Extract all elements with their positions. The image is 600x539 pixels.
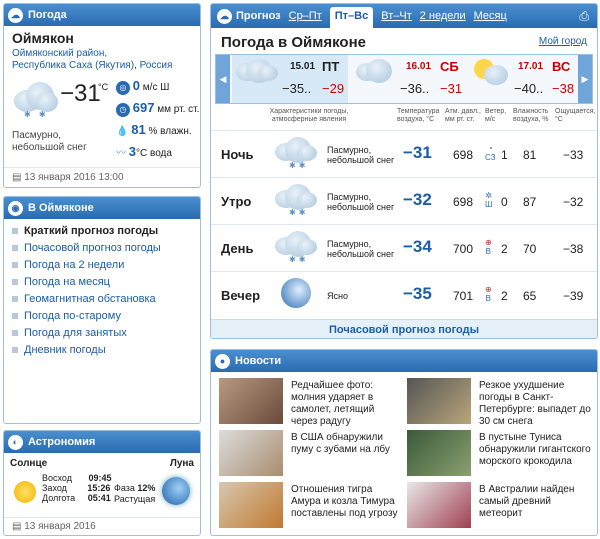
day-strip (215, 54, 593, 104)
menu-item[interactable]: Погода на 2 недели (10, 257, 200, 274)
menu-item[interactable]: Погода на месяц (10, 274, 200, 291)
calendar-icon: ▤ (12, 521, 22, 532)
day-name: СБ (440, 59, 459, 74)
temperature: −35 (403, 284, 432, 303)
humidity-icon: 💧 (116, 126, 129, 137)
part-of-day: Вечер (221, 288, 261, 303)
header-feels: Ощущается, °C (555, 108, 596, 123)
weather-icon: ☁ (8, 8, 23, 23)
daylength-label: Долгота (42, 493, 76, 503)
city-menu-panel (3, 196, 201, 424)
news-item[interactable] (407, 378, 593, 427)
prev-arrow-icon[interactable]: ◀ (216, 55, 230, 103)
news-headline[interactable]: В Австралии найден самый древний метеорит (479, 484, 575, 519)
pressure-value: 697 (132, 100, 155, 115)
news-item[interactable] (219, 430, 405, 476)
temperature: −32 (403, 190, 432, 209)
feels-like: −33 (563, 148, 584, 162)
table-row (211, 130, 597, 177)
wind-dir-icon: ◔ СЗ (485, 144, 496, 162)
temp-unit: °C (98, 82, 109, 92)
part-of-day: День (221, 241, 254, 256)
day-name: ВС (552, 59, 571, 74)
country-link[interactable]: Россия (139, 60, 173, 71)
menu-list (4, 223, 200, 359)
cloud-snow-icon: ✱✱ (275, 135, 319, 173)
wind-dir: Ш (485, 200, 493, 209)
day-temp-max: −38 (552, 81, 575, 96)
current-weather-panel (3, 3, 201, 188)
part-of-day: Ночь (221, 147, 254, 162)
page-title: Погода в Оймяконе (221, 34, 366, 51)
day-date: 17.01 (518, 61, 544, 72)
menu-item[interactable]: Погода для занятых (10, 325, 200, 342)
feels-like: −39 (563, 289, 584, 303)
header-wind: Ветер, м/с (485, 108, 507, 123)
water-icon: 〰 (116, 148, 126, 159)
crocodile-thumb (407, 430, 471, 476)
menu-item[interactable]: Почасовой прогноз погоды (10, 240, 200, 257)
pressure: 698 (453, 148, 474, 162)
day-date: 16.01 (406, 61, 432, 72)
wind-speed: 0 (501, 195, 508, 209)
print-icon[interactable]: ⎙ (579, 8, 589, 23)
panel-title: В Оймяконе (28, 202, 94, 214)
water-value: 3 (128, 144, 137, 159)
tiger-thumb (219, 482, 283, 528)
forecast-tabs (211, 4, 597, 28)
lightning-thumb (219, 378, 283, 424)
panel-header (4, 197, 200, 219)
cloud-snow-icon: ✱✱ (275, 229, 319, 267)
condition-text: Пасмурно, небольшой снег (12, 130, 87, 153)
condition: Ясно (327, 291, 348, 301)
cloud-snow-icon: ✱ ✱ (12, 80, 60, 120)
news-item[interactable] (407, 482, 593, 528)
news-panel (210, 349, 598, 536)
hourly-link-bar[interactable] (211, 319, 597, 339)
water-unit: °C вода (136, 148, 172, 159)
moon-growth: Растущая (114, 494, 156, 504)
column-headers (211, 108, 597, 130)
tab-tue-thu[interactable]: Вт–Чт (381, 10, 412, 22)
sunset-time: 15:26 (87, 483, 111, 493)
pressure: 701 (453, 289, 474, 303)
panel-header (4, 4, 200, 26)
wind-speed: 2 (501, 242, 508, 256)
panel-header (4, 431, 200, 453)
puma-thumb (219, 430, 283, 476)
news-item[interactable] (407, 430, 593, 476)
forecast-icon: ☁ (217, 9, 232, 24)
day-card[interactable] (352, 55, 468, 103)
sunrise-time: 09:45 (88, 473, 112, 483)
table-row (211, 271, 597, 318)
menu-item[interactable]: Погода по-старому (10, 308, 200, 325)
wind-dir-icon: ⊕ В (485, 285, 492, 303)
day-temp-min: −36.. (400, 81, 430, 96)
tab-fri-sun[interactable]: Пт–Вс (330, 7, 373, 28)
day-card[interactable] (472, 55, 578, 103)
header-temp: Температура воздуха, °C (397, 108, 440, 123)
moon-icon (281, 278, 311, 308)
planet-icon: ◐ (8, 435, 23, 450)
part-of-day: Утро (221, 194, 252, 209)
wind-dir-icon: ⊕ В (485, 238, 492, 256)
news-headline[interactable]: Редчайшее фото: молния ударяет в самолет, летящий через радугу (291, 380, 375, 427)
my-city-link[interactable]: Мой город (538, 36, 587, 47)
temperature: −34 (403, 237, 432, 256)
tab-wed-fri[interactable]: Ср–Пт (288, 10, 322, 22)
moon-icon (162, 477, 190, 505)
humidity: 81 (523, 148, 537, 162)
wind-dir: СЗ (485, 153, 496, 162)
humidity: 65 (523, 289, 537, 303)
news-headline[interactable]: В пустыне Туниса обнаружили гигантского морского крокодила (479, 432, 591, 467)
header-pressure: Атм. давл., мм рт. ст. (445, 108, 481, 123)
updated-text: 13 января 2016 13:00 (24, 172, 124, 183)
header-humidity: Влажность воздуха, % (513, 108, 549, 123)
calendar-icon: ▤ (12, 172, 22, 183)
news-item[interactable] (219, 482, 405, 528)
tab-month[interactable]: Месяц (473, 10, 507, 22)
table-row (211, 177, 597, 224)
wind-unit: м/с (142, 82, 158, 93)
news-item[interactable] (219, 378, 405, 427)
wind-dir: Ш (160, 82, 170, 93)
table-row (211, 224, 597, 271)
separator: , (134, 60, 137, 71)
day-date: 15.01 (290, 61, 316, 72)
panel-header (211, 350, 597, 372)
wind-dir: В (485, 247, 492, 256)
forecast-panel (210, 3, 598, 339)
news-headline[interactable]: В США обнаружили пуму с зубами на лбу (291, 432, 390, 455)
pressure-icon: ◷ (116, 103, 130, 117)
wind-value: 0 (132, 78, 141, 93)
condition: Пасмурно, небольшой снег (327, 239, 395, 259)
day-name: ПТ (322, 59, 340, 74)
wind-icon: ◎ (116, 81, 130, 95)
day-temp-max: −29 (322, 81, 345, 96)
wind-speed: 1 (501, 148, 508, 162)
menu-item[interactable]: Дневник погоды (10, 342, 200, 359)
menu-item[interactable]: Геомагнитная обстановка (10, 291, 200, 308)
hourly-link[interactable]: Почасовой прогноз погоды (328, 324, 479, 336)
pressure: 698 (453, 195, 474, 209)
daylength-time: 05:41 (87, 493, 111, 503)
temperature: −31 (403, 143, 432, 162)
panel-title: Новости (235, 355, 282, 367)
humidity: 70 (523, 242, 537, 256)
feels-like: −38 (563, 242, 584, 256)
day-temp-max: −31 (440, 81, 463, 96)
sunset-label: Заход (42, 483, 67, 493)
location-icon: ◉ (8, 201, 23, 216)
day-card-active[interactable] (232, 55, 348, 103)
moon-label: Луна (169, 458, 194, 469)
sun-icon (14, 481, 36, 503)
astro-footer (4, 517, 201, 535)
region-link[interactable]: Оймяконский район, (12, 48, 108, 59)
panel-title: Астрономия (28, 436, 96, 448)
next-arrow-icon[interactable]: ▶ (578, 55, 592, 103)
meteorite-thumb (407, 482, 471, 528)
feels-like: −32 (563, 195, 584, 209)
news-icon: ● (215, 354, 230, 369)
astronomy-panel (3, 430, 201, 536)
sunrise-label: Восход (42, 473, 72, 483)
wind-speed: 2 (501, 289, 508, 303)
republic-link[interactable]: Республика Саха (Якутия) (12, 60, 135, 71)
news-headline[interactable]: Отношения тигра Амура и козла Тимура поставлены под угрозу (291, 484, 398, 519)
pressure: 700 (453, 242, 474, 256)
forecast-title: Прогноз (236, 10, 281, 22)
wind-dir: В (485, 294, 492, 303)
news-headline[interactable]: Резкое ухудшение погоды в Санкт-Петербурге: выпадет до 30 см снега (479, 380, 591, 427)
sun-label: Солнце (10, 458, 48, 469)
astro-date: 13 января 2016 (24, 521, 96, 532)
phase-value: 12% (137, 483, 156, 493)
wind-dir-icon: ✲ Ш (485, 191, 493, 209)
phase-label: Фаза (114, 483, 135, 493)
humidity-value: 81 (131, 122, 146, 137)
day-temp-min: −35.. (282, 81, 312, 96)
menu-item[interactable]: Краткий прогноз погоды (10, 223, 200, 240)
updated-footer (4, 167, 201, 187)
condition: Пасмурно, небольшой снег (327, 192, 395, 212)
panel-title: Погода (28, 9, 67, 21)
snowstorm-thumb (407, 378, 471, 424)
day-temp-min: −40.. (514, 81, 544, 96)
city-name: Оймякон (12, 30, 74, 46)
cloud-snow-icon: ✱✱ (275, 182, 319, 220)
pressure-unit: мм рт. ст. (157, 104, 200, 115)
humidity: 87 (523, 195, 537, 209)
tab-2-weeks[interactable]: 2 недели (419, 10, 466, 22)
current-temp: −31 (60, 80, 101, 107)
header-conditions: Характеристики погоды, атмосферные явления (269, 108, 349, 123)
condition: Пасмурно, небольшой снег (327, 145, 395, 165)
humidity-unit: % влажн. (148, 126, 192, 137)
